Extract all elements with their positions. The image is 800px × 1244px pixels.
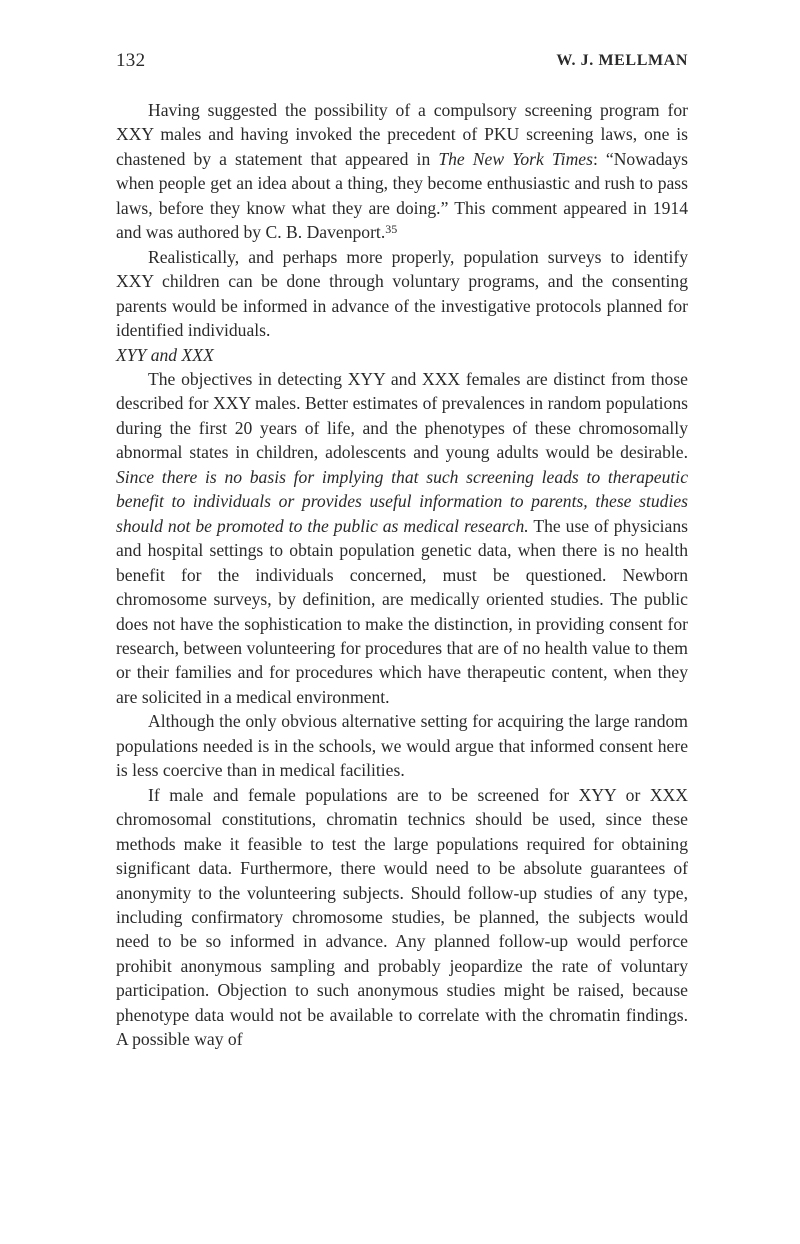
text-run: Having suggested the possibility of a compulsory screening program for XXY males and having invoked the precedent of PKU screening laws, one is chastened by a statement that appeared in [116,100,688,169]
section-heading: XYY and XXX [116,344,214,365]
text-run: : “Nowadays when people get an idea about a thing, they become enthusiastic and rush to pass laws, before they know what they are doing.” This comment appeared in 1914 and was authored by C. B. Davenport. [116,148,688,243]
page-header [116,50,688,80]
body-text [116,98,688,1052]
paragraph [116,98,688,245]
citation-superscript: 35 [385,222,398,237]
running-head: W. J. MELLMAN [556,52,688,69]
text-run: The use of physicians and hospital settings to obtain population genetic data, when there is no health benefit for the individuals concerned, must be questioned. Newborn chromosome surveys, by definition, are medically oriented studies. The public does not have the sophistication to make the distinction, in providing consent for research, between volunteering for procedures that are of no health value to them or their families and for procedures which have therapeutic content, when they are solicited in a medical environment. [116,515,688,707]
paragraph: Although the only obvious alternative setting for acquiring the large random populations needed is in the schools, we would argue that informed consent here is less coercive than in medical facilities. [116,711,688,781]
emphasized-text: Since there is no basis for implying that such screening leads to therapeutic benefit to individuals or provides useful information to parents, these studies should not be promoted to the public as medical research. [116,466,688,536]
page-number: 132 [116,50,146,71]
paragraph: Realistically, and perhaps more properly, population surveys to identify XXY children can be done through voluntary programs, and the consenting parents would be informed in advance of the investigative protocols planned for identified individuals. [116,246,688,341]
journal-title: The New York Times [438,148,593,169]
paragraph: If male and female populations are to be screened for XYY or XXX chromosomal constitutions, chromatin technics should be used, since these methods make it feasible to test the large populations required for obtaining significant data. Furthermore, there would need to be absolute guarantees of anonymity to the volunteering subjects. Should follow-up studies of any type, including confirmatory chromosome studies, be planned, the subjects would need to be so informed in advance. Any planned follow-up would perforce prohibit anonymous sampling and probably jeopardize the rate of voluntary participation. Objection to such anonymous studies might be raised, because phenotype data would not be available to correlate with the chromatin findings. A possible way of [116,784,688,1050]
text-run: The objectives in detecting XYY and XXX females are distinct from those described for XXY males. Better estimates of prevalences in random populations during the first 20 years of life, and the phenotypes of these chromosomally abnormal states in children, adolescents and young adults would be desirable. [116,368,688,463]
paragraph [116,367,688,709]
page [116,50,688,1052]
